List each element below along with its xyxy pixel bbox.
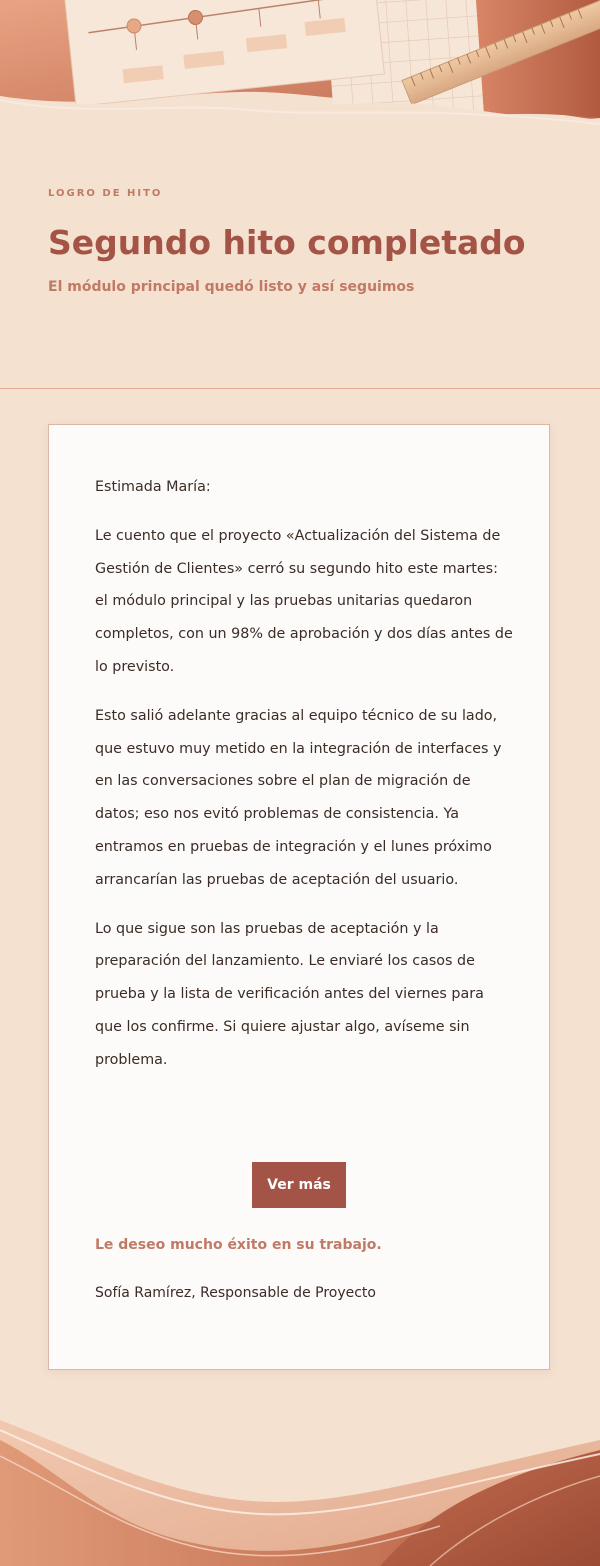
section-divider: [0, 388, 600, 389]
eyebrow-label: LOGRO DE HITO: [48, 188, 163, 199]
page-title: Segundo hito completado: [48, 223, 526, 262]
see-more-button[interactable]: Ver más: [252, 1162, 346, 1208]
page-subtitle: El módulo principal quedó listo y así seguimos: [48, 279, 415, 295]
paragraph-2: Esto salió adelante gracias al equipo técnico de su lado, que estuvo muy metido en la integración de interfaces y en las conversaciones sobre el plan de migración de datos; eso nos evitó problemas de consistencia. Ya entramos en pruebas de integración y el lunes próximo arrancarían las pruebas de aceptación del usuario.: [95, 707, 502, 888]
hero-section: [48, 188, 568, 295]
letter-body: [95, 471, 515, 1093]
hero-illustration: [0, 0, 600, 160]
closing-line: Le deseo mucho éxito en su trabajo.: [95, 1237, 382, 1253]
paragraph-1: Le cuento que el proyecto «Actualización del Sistema de Gestión de Clientes» cerró su segundo hito este martes: el módulo principal y las pruebas unitarias quedaron completos, con un 98% de aprobación y dos días antes de lo previsto.: [95, 527, 513, 675]
signature: Sofía Ramírez, Responsable de Proyecto: [95, 1285, 376, 1301]
paragraph-3: Lo que sigue son las pruebas de aceptación y la preparación del lanzamiento. Le enviaré los casos de prueba y la lista de verificación antes del viernes para que los confirme. Si quiere ajustar algo, avíseme sin problema.: [95, 920, 484, 1068]
cta-container: [49, 1162, 549, 1208]
letter-card: [48, 424, 550, 1370]
footer-illustration: [0, 1380, 600, 1566]
greeting: Estimada María:: [95, 479, 211, 495]
